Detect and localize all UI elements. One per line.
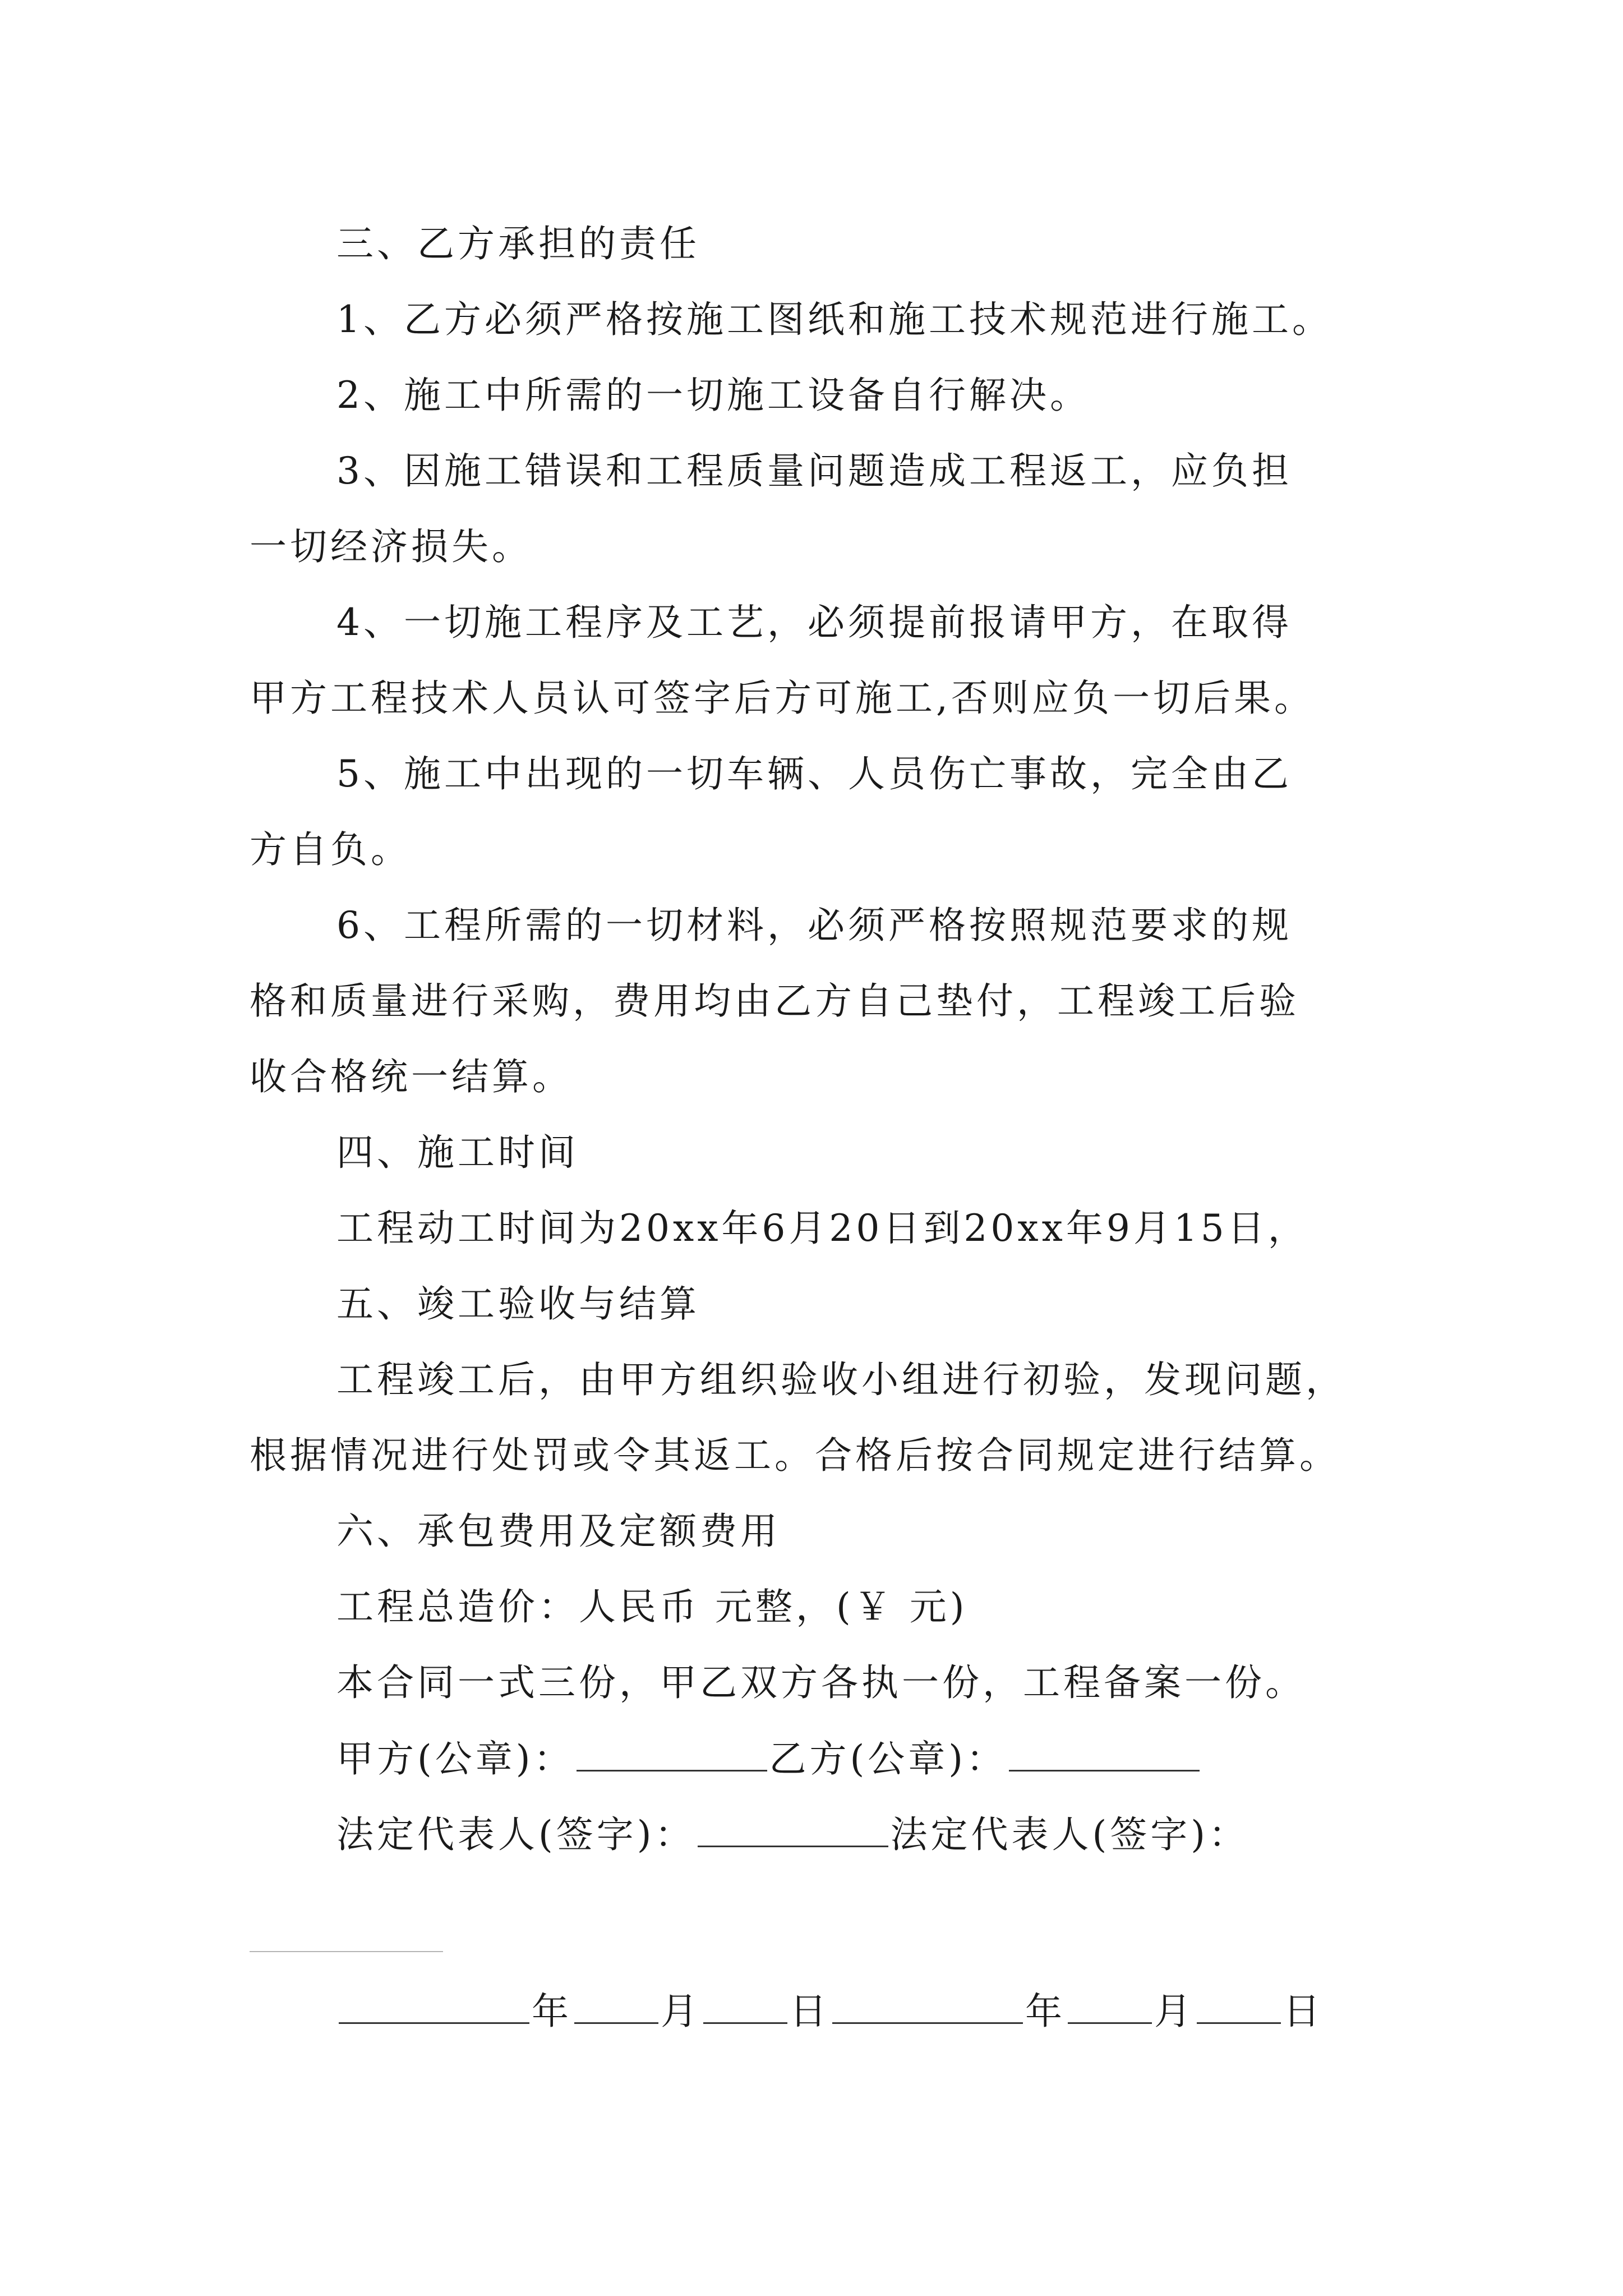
date-a-day-blank[interactable]	[703, 1989, 787, 2024]
legal-rep-a-blank[interactable]	[698, 1812, 888, 1847]
date-a-year-label: 年	[532, 1990, 572, 2033]
item6-line1: 6、工程所需的一切材料，必须严格按照规范要求的规	[336, 904, 1292, 947]
date-b-month-label: 月	[1154, 1990, 1195, 2033]
section3-heading: 三、乙方承担的责任	[336, 222, 700, 265]
date-a-day-label: 日	[790, 1990, 830, 2033]
party-a-seal-label: 甲方(公章)：	[336, 1737, 574, 1780]
section5-heading: 五、竣工验收与结算	[336, 1282, 700, 1326]
party-b-seal-label: 乙方(公章)：	[769, 1737, 1007, 1780]
item2-text: 2、施工中所需的一切施工设备自行解决。	[336, 374, 1090, 417]
acceptance-line1: 工程竣工后，由甲方组织验收小组进行初验，发现问题，	[336, 1358, 1346, 1401]
legal-rep-b-label: 法定代表人(签字)：	[890, 1813, 1249, 1856]
date-a-year-blank[interactable]	[339, 1989, 529, 2024]
item5-line2: 方自负。	[250, 828, 411, 871]
legal-rep-line	[336, 1812, 1249, 1857]
item4-line1: 4、一切施工程序及工艺，必须提前报请甲方，在取得	[336, 601, 1292, 644]
schedule-text: 工程动工时间为20xx年6月20日到20xx年9月15日，	[336, 1207, 1308, 1250]
section6-heading: 六、承包费用及定额费用	[336, 1510, 781, 1553]
party-a-seal-blank[interactable]	[577, 1736, 767, 1772]
date-a-month-label: 月	[661, 1990, 701, 2033]
item6-line3: 收合格统一结算。	[250, 1055, 573, 1098]
date-b-month-blank[interactable]	[1068, 1989, 1152, 2024]
item6-line2: 格和质量进行采购，费用均由乙方自己垫付，工程竣工后验	[250, 979, 1299, 1023]
item1-text: 1、乙方必须严格按施工图纸和施工技术规范进行施工。	[336, 298, 1332, 341]
date-a-month-blank[interactable]	[574, 1989, 658, 2024]
date-b-year-label: 年	[1025, 1990, 1066, 2033]
item3-line2: 一切经济损失。	[250, 525, 532, 568]
section4-heading: 四、施工时间	[336, 1131, 579, 1174]
date-b-day-label: 日	[1283, 1990, 1324, 2033]
acceptance-line2: 根据情况进行处罚或令其返工。合格后按合同规定进行结算。	[250, 1434, 1340, 1477]
seal-line	[336, 1736, 1202, 1782]
total-cost-text: 工程总造价：人民币 元整，(￥ 元)	[336, 1585, 968, 1628]
item5-line1: 5、施工中出现的一切车辆、人员伤亡事故，完全由乙	[336, 752, 1292, 795]
item3-line1: 3、因施工错误和工程质量问题造成工程返工，应负担	[336, 449, 1292, 493]
item4-line2: 甲方工程技术人员认可签字后方可施工,否则应负一切后果。	[250, 677, 1315, 720]
legal-rep-a-label: 法定代表人(签字)：	[336, 1813, 695, 1856]
date-line	[336, 1989, 1324, 2034]
date-b-year-blank[interactable]	[832, 1989, 1023, 2024]
copies-text: 本合同一式三份，甲乙双方各执一份，工程备案一份。	[336, 1661, 1306, 1704]
party-b-seal-blank[interactable]	[1009, 1736, 1200, 1772]
date-b-day-blank[interactable]	[1197, 1989, 1281, 2024]
legal-rep-b-blank[interactable]	[250, 1951, 443, 1952]
